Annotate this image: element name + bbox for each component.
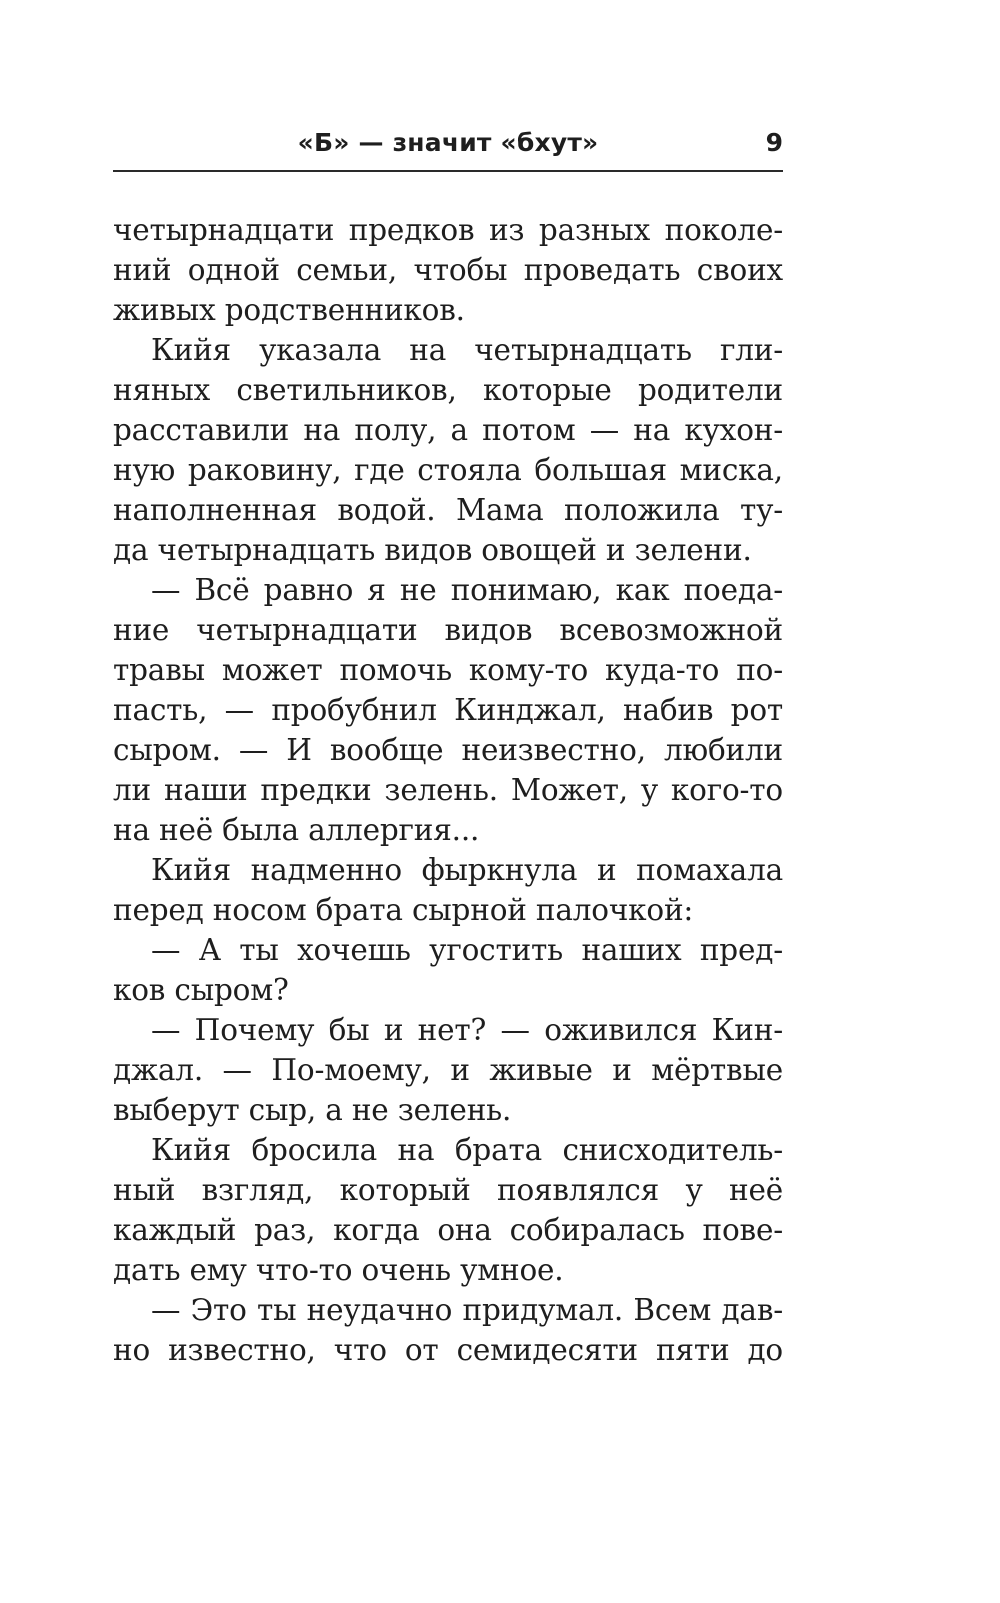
- text-line: ную раковину, где стояла большая миска,: [113, 453, 783, 487]
- text-line: сыром. — И вообще неизвестно, любили: [113, 733, 783, 767]
- text-line: травы может помочь кому-то куда-то по-: [113, 653, 783, 687]
- text-line: ков сыром?: [113, 973, 289, 1007]
- text-line: — Почему бы и нет? — оживился Кин-: [151, 1013, 783, 1047]
- text-line: пасть, — пробубнил Кинджал, набив рот: [113, 693, 783, 727]
- text-line: Кийя указала на четырнадцать гли-: [151, 333, 783, 367]
- text-line: — Это ты неудачно придумал. Всем дав-: [151, 1293, 783, 1327]
- text-line: ный взгляд, который появлялся у неё: [113, 1173, 783, 1207]
- text-line: четырнадцати предков из разных поколе-: [113, 213, 783, 247]
- text-line: перед носом брата сырной палочкой:: [113, 893, 694, 927]
- text-line: но известно, что от семидесяти пяти до: [113, 1333, 783, 1367]
- header-rule: [113, 170, 783, 172]
- text-line: — А ты хочешь угостить наших пред-: [151, 933, 783, 967]
- text-line: каждый раз, когда она собиралась пове-: [113, 1213, 783, 1247]
- text-line: на неё была аллергия...: [113, 813, 480, 847]
- running-title: «Б» — значит «бхут»: [297, 128, 599, 157]
- text-line: Кийя надменно фыркнула и помахала: [151, 853, 783, 887]
- text-line: Кийя бросила на брата снисходитель-: [151, 1133, 783, 1167]
- text-line: живых родственников.: [113, 293, 465, 327]
- text-line: выберут сыр, а не зелень.: [113, 1093, 512, 1127]
- page-number: 9: [765, 128, 783, 157]
- text-line: дать ему что-то очень умное.: [113, 1253, 564, 1287]
- text-line: джал. — По-моему, и живые и мёртвые: [113, 1053, 783, 1087]
- page-header: [113, 128, 783, 164]
- text-line: да четырнадцать видов овощей и зелени.: [113, 533, 752, 567]
- text-line: — Всё равно я не понимаю, как поеда-: [151, 573, 783, 607]
- text-line: ние четырнадцати видов всевозможной: [113, 613, 783, 647]
- text-line: ли наши предки зелень. Может, у кого-то: [113, 773, 783, 807]
- text-line: ний одной семьи, чтобы проведать своих: [113, 253, 783, 287]
- text-line: няных светильников, которые родители: [113, 373, 783, 407]
- text-line: расставили на полу, а потом — на кухон-: [113, 413, 783, 447]
- body-text: [113, 210, 783, 1370]
- text-line: наполненная водой. Мама положила ту-: [113, 493, 783, 527]
